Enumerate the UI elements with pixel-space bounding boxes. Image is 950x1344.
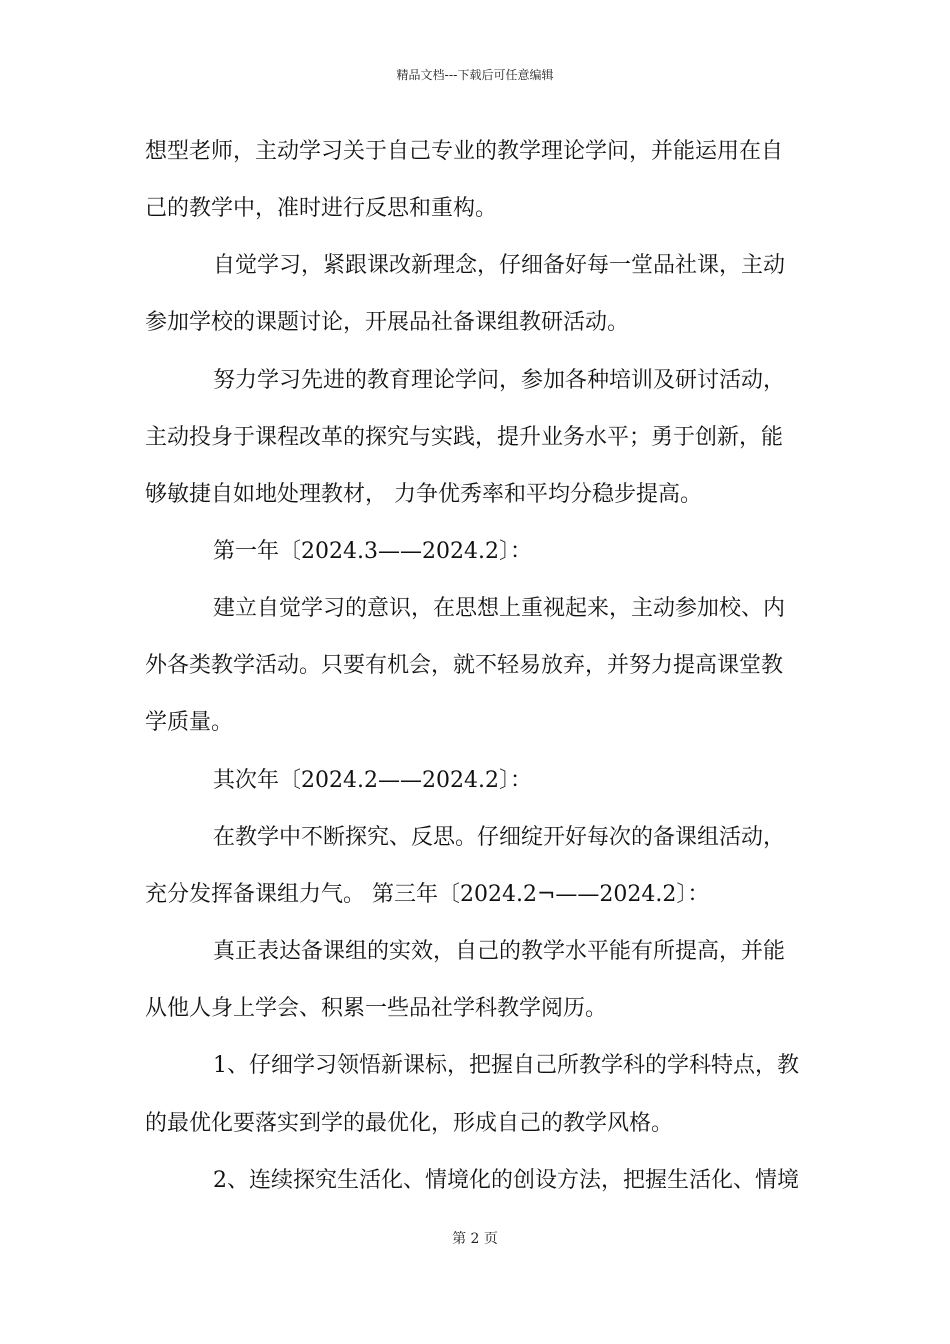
body-line-3: 自觉学习，紧跟课改新理念，仔细备好每一堂品社课，主动 (213, 253, 786, 278)
page-number: 第 2 页 (452, 1231, 498, 1247)
body-line-7: 够敏捷自如地处理教材， 力争优秀率和平均分稳步提高。 (145, 482, 702, 507)
body-line-17: 1、仔细学习领悟新课标，把握自己所教学科的学科特点，教 (213, 1053, 799, 1078)
body-line-16: 从他人身上学会、积累一些品社学科教学阅历。 (145, 996, 608, 1021)
body-line-4: 参加学校的课题讨论，开展品社备课组教研活动。 (145, 310, 630, 335)
body-line-8: 第一年〔2024.3——2024.2〕： (213, 539, 532, 564)
body-line-2: 己的教学中，准时进行反思和重构。 (145, 196, 498, 221)
body-line-13: 在教学中不断探究、反思。仔细绽开好每次的备课组活动， (213, 825, 786, 850)
body-line-12: 其次年〔2024.2——2024.2〕： (213, 768, 532, 793)
body-line-10: 外各类教学活动。只要有机会，就不轻易放弃，并努力提高课堂教 (145, 653, 784, 678)
page-header: 精品文档---下载后可任意编辑 (396, 68, 554, 82)
body-line-1: 想型老师，主动学习关于自己专业的教学理论学问，并能运用在自 (145, 139, 784, 164)
body-line-11: 学质量。 (145, 710, 234, 735)
body-line-9: 建立自觉学习的意识，在思想上重视起来，主动参加校、内 (213, 596, 786, 621)
body-line-18: 的最优化要落实到学的最优化，形成自己的教学风格。 (145, 1111, 674, 1136)
body-line-15: 真正表达备课组的实效，自己的教学水平能有所提高，并能 (213, 939, 786, 964)
body-line-6: 主动投身于课程改革的探究与实践，提升业务水平；勇于创新，能 (145, 425, 784, 450)
body-line-14: 充分发挥备课组力气。 第三年〔2024.2¬——2024.2〕： (145, 882, 710, 907)
body-line-5: 努力学习先进的教育理论学问，参加各种培训及研讨活动， (213, 368, 786, 393)
body-line-19: 2、连续探究生活化、情境化的创设方法，把握生活化、情境 (213, 1168, 799, 1193)
